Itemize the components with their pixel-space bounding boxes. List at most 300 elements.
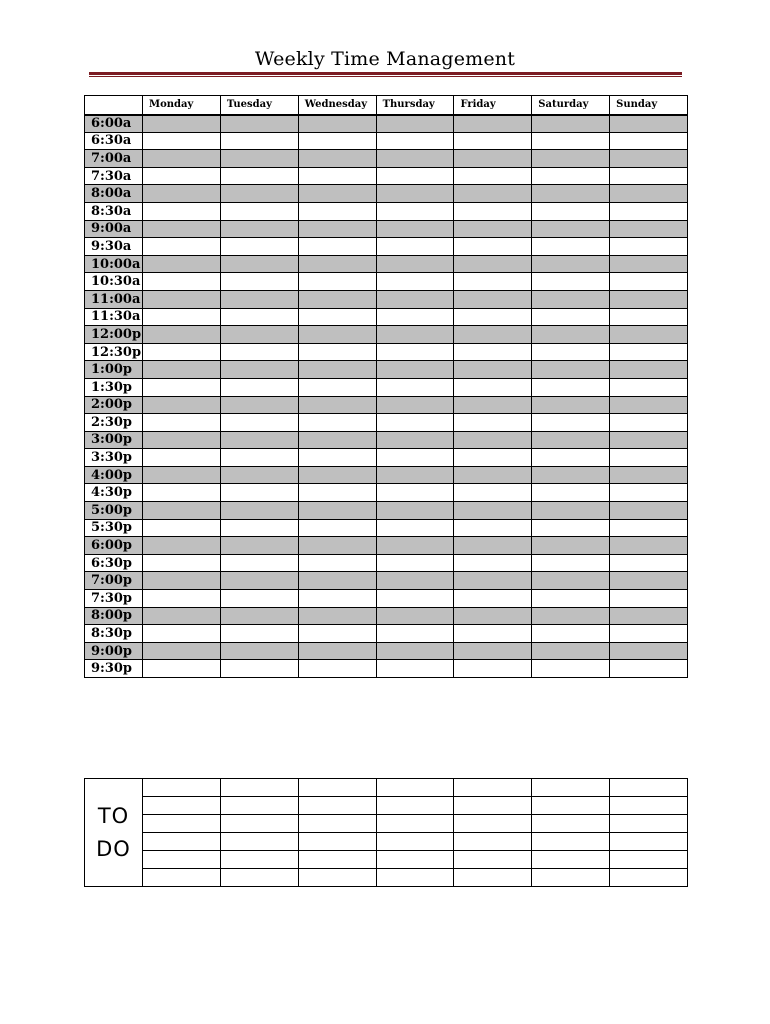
time-slot-label: 9:00p bbox=[85, 642, 143, 660]
todo-cell[interactable] bbox=[143, 851, 221, 869]
schedule-cell-sunday[interactable] bbox=[610, 361, 688, 379]
schedule-cell-tuesday[interactable] bbox=[220, 607, 298, 625]
schedule-cell-monday[interactable] bbox=[143, 519, 221, 537]
schedule-cell-monday[interactable] bbox=[143, 361, 221, 379]
schedule-cell-sunday[interactable] bbox=[610, 115, 688, 133]
time-slot-label: 8:30p bbox=[85, 625, 143, 643]
schedule-cell-thursday[interactable] bbox=[376, 642, 454, 660]
schedule-cell-sunday[interactable] bbox=[610, 150, 688, 168]
schedule-cell-saturday[interactable] bbox=[532, 361, 610, 379]
todo-cell[interactable] bbox=[298, 815, 376, 833]
schedule-cell-monday[interactable] bbox=[143, 642, 221, 660]
schedule-cell-friday[interactable] bbox=[454, 484, 532, 502]
schedule-cell-saturday[interactable] bbox=[532, 590, 610, 608]
schedule-cell-thursday[interactable] bbox=[376, 431, 454, 449]
schedule-cell-thursday[interactable] bbox=[376, 167, 454, 185]
schedule-cell-friday[interactable] bbox=[454, 519, 532, 537]
todo-cell[interactable] bbox=[220, 797, 298, 815]
schedule-cell-monday[interactable] bbox=[143, 625, 221, 643]
schedule-cell-tuesday[interactable] bbox=[220, 572, 298, 590]
schedule-cell-tuesday[interactable] bbox=[220, 519, 298, 537]
todo-cell[interactable] bbox=[298, 833, 376, 851]
day-header-wednesday: Wednesday bbox=[298, 96, 376, 115]
schedule-cell-tuesday[interactable] bbox=[220, 642, 298, 660]
schedule-cell-wednesday[interactable] bbox=[298, 326, 376, 344]
schedule-cell-wednesday[interactable] bbox=[298, 115, 376, 133]
schedule-row bbox=[85, 290, 688, 308]
schedule-cell-wednesday[interactable] bbox=[298, 150, 376, 168]
todo-cell[interactable] bbox=[298, 869, 376, 887]
schedule-cell-sunday[interactable] bbox=[610, 660, 688, 678]
schedule-cell-thursday[interactable] bbox=[376, 537, 454, 555]
schedule-cell-saturday[interactable] bbox=[532, 132, 610, 150]
schedule-cell-tuesday[interactable] bbox=[220, 167, 298, 185]
schedule-cell-sunday[interactable] bbox=[610, 343, 688, 361]
schedule-row bbox=[85, 185, 688, 203]
schedule-cell-wednesday[interactable] bbox=[298, 660, 376, 678]
schedule-cell-sunday[interactable] bbox=[610, 396, 688, 414]
schedule-cell-thursday[interactable] bbox=[376, 132, 454, 150]
schedule-cell-wednesday[interactable] bbox=[298, 185, 376, 203]
schedule-cell-sunday[interactable] bbox=[610, 625, 688, 643]
todo-cell[interactable] bbox=[220, 815, 298, 833]
schedule-cell-thursday[interactable] bbox=[376, 625, 454, 643]
schedule-cell-friday[interactable] bbox=[454, 308, 532, 326]
todo-cell[interactable] bbox=[610, 797, 688, 815]
schedule-row bbox=[85, 343, 688, 361]
schedule-cell-saturday[interactable] bbox=[532, 554, 610, 572]
todo-cell[interactable] bbox=[454, 869, 532, 887]
time-slot-label: 5:00p bbox=[85, 502, 143, 520]
schedule-cell-thursday[interactable] bbox=[376, 343, 454, 361]
schedule-cell-tuesday[interactable] bbox=[220, 449, 298, 467]
schedule-cell-friday[interactable] bbox=[454, 378, 532, 396]
schedule-cell-wednesday[interactable] bbox=[298, 167, 376, 185]
schedule-cell-monday[interactable] bbox=[143, 290, 221, 308]
schedule-cell-thursday[interactable] bbox=[376, 660, 454, 678]
schedule-cell-saturday[interactable] bbox=[532, 414, 610, 432]
schedule-cell-sunday[interactable] bbox=[610, 607, 688, 625]
todo-cell[interactable] bbox=[454, 851, 532, 869]
schedule-cell-wednesday[interactable] bbox=[298, 273, 376, 291]
todo-cell[interactable] bbox=[610, 833, 688, 851]
schedule-cell-saturday[interactable] bbox=[532, 290, 610, 308]
schedule-cell-friday[interactable] bbox=[454, 326, 532, 344]
schedule-cell-monday[interactable] bbox=[143, 607, 221, 625]
todo-cell[interactable] bbox=[610, 869, 688, 887]
schedule-cell-thursday[interactable] bbox=[376, 185, 454, 203]
schedule-cell-tuesday[interactable] bbox=[220, 361, 298, 379]
todo-cell[interactable] bbox=[220, 869, 298, 887]
schedule-cell-wednesday[interactable] bbox=[298, 343, 376, 361]
schedule-cell-saturday[interactable] bbox=[532, 396, 610, 414]
schedule-cell-monday[interactable] bbox=[143, 484, 221, 502]
schedule-cell-wednesday[interactable] bbox=[298, 484, 376, 502]
todo-cell[interactable] bbox=[298, 779, 376, 797]
schedule-cell-wednesday[interactable] bbox=[298, 414, 376, 432]
schedule-cell-friday[interactable] bbox=[454, 466, 532, 484]
time-slot-label: 7:30a bbox=[85, 167, 143, 185]
schedule-cell-wednesday[interactable] bbox=[298, 590, 376, 608]
schedule-cell-saturday[interactable] bbox=[532, 607, 610, 625]
schedule-cell-monday[interactable] bbox=[143, 660, 221, 678]
todo-cell[interactable] bbox=[532, 869, 610, 887]
schedule-cell-thursday[interactable] bbox=[376, 290, 454, 308]
schedule-cell-friday[interactable] bbox=[454, 502, 532, 520]
schedule-cell-monday[interactable] bbox=[143, 202, 221, 220]
schedule-cell-monday[interactable] bbox=[143, 167, 221, 185]
time-slot-label: 5:30p bbox=[85, 519, 143, 537]
schedule-cell-wednesday[interactable] bbox=[298, 466, 376, 484]
todo-cell[interactable] bbox=[532, 779, 610, 797]
schedule-cell-saturday[interactable] bbox=[532, 502, 610, 520]
schedule-cell-monday[interactable] bbox=[143, 502, 221, 520]
schedule-row bbox=[85, 361, 688, 379]
todo-cell[interactable] bbox=[376, 833, 454, 851]
schedule-cell-wednesday[interactable] bbox=[298, 378, 376, 396]
todo-label-line1: TO bbox=[97, 803, 130, 828]
schedule-cell-monday[interactable] bbox=[143, 590, 221, 608]
time-slot-label: 2:30p bbox=[85, 414, 143, 432]
schedule-cell-tuesday[interactable] bbox=[220, 202, 298, 220]
schedule-cell-friday[interactable] bbox=[454, 185, 532, 203]
schedule-cell-tuesday[interactable] bbox=[220, 185, 298, 203]
todo-cell[interactable] bbox=[610, 851, 688, 869]
schedule-cell-monday[interactable] bbox=[143, 150, 221, 168]
schedule-cell-friday[interactable] bbox=[454, 167, 532, 185]
todo-cell[interactable] bbox=[532, 851, 610, 869]
schedule-cell-sunday[interactable] bbox=[610, 255, 688, 273]
schedule-cell-friday[interactable] bbox=[454, 343, 532, 361]
schedule-cell-friday[interactable] bbox=[454, 220, 532, 238]
schedule-cell-saturday[interactable] bbox=[532, 202, 610, 220]
schedule-cell-monday[interactable] bbox=[143, 115, 221, 133]
time-slot-label: 7:30p bbox=[85, 590, 143, 608]
schedule-cell-tuesday[interactable] bbox=[220, 414, 298, 432]
schedule-cell-tuesday[interactable] bbox=[220, 484, 298, 502]
schedule-cell-monday[interactable] bbox=[143, 132, 221, 150]
schedule-cell-wednesday[interactable] bbox=[298, 572, 376, 590]
schedule-cell-wednesday[interactable] bbox=[298, 308, 376, 326]
schedule-cell-monday[interactable] bbox=[143, 537, 221, 555]
schedule-cell-thursday[interactable] bbox=[376, 484, 454, 502]
schedule-cell-saturday[interactable] bbox=[532, 431, 610, 449]
schedule-cell-tuesday[interactable] bbox=[220, 378, 298, 396]
schedule-cell-thursday[interactable] bbox=[376, 255, 454, 273]
schedule-cell-monday[interactable] bbox=[143, 273, 221, 291]
schedule-cell-friday[interactable] bbox=[454, 273, 532, 291]
schedule-cell-saturday[interactable] bbox=[532, 326, 610, 344]
todo-cell[interactable] bbox=[298, 851, 376, 869]
schedule-cell-monday[interactable] bbox=[143, 220, 221, 238]
schedule-cell-friday[interactable] bbox=[454, 660, 532, 678]
schedule-cell-saturday[interactable] bbox=[532, 185, 610, 203]
schedule-cell-sunday[interactable] bbox=[610, 484, 688, 502]
todo-label-line2: DO bbox=[96, 836, 131, 861]
schedule-cell-sunday[interactable] bbox=[610, 238, 688, 256]
schedule-cell-friday[interactable] bbox=[454, 431, 532, 449]
schedule-cell-thursday[interactable] bbox=[376, 238, 454, 256]
schedule-cell-thursday[interactable] bbox=[376, 607, 454, 625]
schedule-cell-saturday[interactable] bbox=[532, 167, 610, 185]
schedule-cell-saturday[interactable] bbox=[532, 150, 610, 168]
schedule-cell-wednesday[interactable] bbox=[298, 642, 376, 660]
schedule-cell-sunday[interactable] bbox=[610, 378, 688, 396]
schedule-row bbox=[85, 484, 688, 502]
schedule-cell-saturday[interactable] bbox=[532, 572, 610, 590]
schedule-cell-friday[interactable] bbox=[454, 572, 532, 590]
schedule-cell-monday[interactable] bbox=[143, 308, 221, 326]
schedule-cell-friday[interactable] bbox=[454, 396, 532, 414]
schedule-cell-saturday[interactable] bbox=[532, 378, 610, 396]
time-slot-label: 3:00p bbox=[85, 431, 143, 449]
schedule-cell-sunday[interactable] bbox=[610, 414, 688, 432]
todo-cell[interactable] bbox=[532, 833, 610, 851]
schedule-cell-sunday[interactable] bbox=[610, 590, 688, 608]
title-rule-thin bbox=[89, 76, 682, 77]
schedule-cell-tuesday[interactable] bbox=[220, 590, 298, 608]
header-corner-cell bbox=[85, 96, 143, 115]
schedule-cell-tuesday[interactable] bbox=[220, 308, 298, 326]
schedule-cell-monday[interactable] bbox=[143, 185, 221, 203]
time-slot-label: 2:00p bbox=[85, 396, 143, 414]
todo-cell[interactable] bbox=[220, 779, 298, 797]
todo-cell[interactable] bbox=[454, 815, 532, 833]
schedule-cell-thursday[interactable] bbox=[376, 220, 454, 238]
schedule-cell-monday[interactable] bbox=[143, 378, 221, 396]
schedule-cell-wednesday[interactable] bbox=[298, 361, 376, 379]
schedule-cell-tuesday[interactable] bbox=[220, 132, 298, 150]
todo-cell[interactable] bbox=[610, 815, 688, 833]
time-slot-label: 7:00a bbox=[85, 150, 143, 168]
time-slot-label: 6:30a bbox=[85, 132, 143, 150]
schedule-cell-saturday[interactable] bbox=[532, 519, 610, 537]
schedule-cell-thursday[interactable] bbox=[376, 150, 454, 168]
schedule-row bbox=[85, 590, 688, 608]
schedule-cell-wednesday[interactable] bbox=[298, 396, 376, 414]
schedule-cell-monday[interactable] bbox=[143, 466, 221, 484]
schedule-cell-saturday[interactable] bbox=[532, 660, 610, 678]
todo-cell[interactable] bbox=[376, 797, 454, 815]
schedule-cell-friday[interactable] bbox=[454, 642, 532, 660]
schedule-cell-thursday[interactable] bbox=[376, 502, 454, 520]
schedule-cell-wednesday[interactable] bbox=[298, 537, 376, 555]
schedule-cell-wednesday[interactable] bbox=[298, 220, 376, 238]
schedule-cell-sunday[interactable] bbox=[610, 642, 688, 660]
schedule-cell-monday[interactable] bbox=[143, 554, 221, 572]
schedule-cell-sunday[interactable] bbox=[610, 290, 688, 308]
schedule-row bbox=[85, 202, 688, 220]
schedule-cell-thursday[interactable] bbox=[376, 326, 454, 344]
schedule-cell-tuesday[interactable] bbox=[220, 660, 298, 678]
schedule-cell-wednesday[interactable] bbox=[298, 449, 376, 467]
schedule-cell-sunday[interactable] bbox=[610, 537, 688, 555]
schedule-cell-monday[interactable] bbox=[143, 255, 221, 273]
schedule-cell-thursday[interactable] bbox=[376, 361, 454, 379]
schedule-cell-saturday[interactable] bbox=[532, 642, 610, 660]
schedule-cell-friday[interactable] bbox=[454, 290, 532, 308]
schedule-cell-wednesday[interactable] bbox=[298, 625, 376, 643]
schedule-cell-monday[interactable] bbox=[143, 238, 221, 256]
schedule-cell-saturday[interactable] bbox=[532, 273, 610, 291]
schedule-cell-saturday[interactable] bbox=[532, 466, 610, 484]
schedule-cell-tuesday[interactable] bbox=[220, 273, 298, 291]
time-slot-label: 4:30p bbox=[85, 484, 143, 502]
schedule-cell-tuesday[interactable] bbox=[220, 255, 298, 273]
schedule-cell-friday[interactable] bbox=[454, 554, 532, 572]
todo-cell[interactable] bbox=[143, 833, 221, 851]
todo-cell[interactable] bbox=[454, 779, 532, 797]
schedule-cell-tuesday[interactable] bbox=[220, 502, 298, 520]
todo-cell[interactable] bbox=[376, 779, 454, 797]
schedule-cell-monday[interactable] bbox=[143, 326, 221, 344]
schedule-cell-thursday[interactable] bbox=[376, 466, 454, 484]
schedule-cell-saturday[interactable] bbox=[532, 537, 610, 555]
schedule-cell-monday[interactable] bbox=[143, 343, 221, 361]
todo-cell[interactable] bbox=[532, 797, 610, 815]
schedule-row bbox=[85, 431, 688, 449]
schedule-cell-sunday[interactable] bbox=[610, 554, 688, 572]
schedule-cell-tuesday[interactable] bbox=[220, 290, 298, 308]
schedule-cell-saturday[interactable] bbox=[532, 343, 610, 361]
schedule-cell-wednesday[interactable] bbox=[298, 502, 376, 520]
schedule-cell-friday[interactable] bbox=[454, 590, 532, 608]
schedule-cell-thursday[interactable] bbox=[376, 378, 454, 396]
schedule-cell-thursday[interactable] bbox=[376, 590, 454, 608]
schedule-cell-saturday[interactable] bbox=[532, 449, 610, 467]
schedule-cell-monday[interactable] bbox=[143, 431, 221, 449]
schedule-cell-friday[interactable] bbox=[454, 150, 532, 168]
schedule-cell-saturday[interactable] bbox=[532, 308, 610, 326]
schedule-cell-friday[interactable] bbox=[454, 449, 532, 467]
schedule-cell-friday[interactable] bbox=[454, 255, 532, 273]
schedule-cell-saturday[interactable] bbox=[532, 484, 610, 502]
schedule-cell-sunday[interactable] bbox=[610, 132, 688, 150]
schedule-cell-friday[interactable] bbox=[454, 625, 532, 643]
todo-cell[interactable] bbox=[220, 833, 298, 851]
todo-cell[interactable] bbox=[220, 851, 298, 869]
schedule-row bbox=[85, 642, 688, 660]
todo-cell[interactable] bbox=[143, 869, 221, 887]
todo-cell[interactable] bbox=[454, 833, 532, 851]
schedule-cell-friday[interactable] bbox=[454, 607, 532, 625]
schedule-cell-wednesday[interactable] bbox=[298, 202, 376, 220]
todo-cell[interactable] bbox=[143, 815, 221, 833]
todo-cell[interactable] bbox=[610, 779, 688, 797]
schedule-row bbox=[85, 660, 688, 678]
schedule-cell-sunday[interactable] bbox=[610, 273, 688, 291]
schedule-cell-sunday[interactable] bbox=[610, 431, 688, 449]
schedule-cell-sunday[interactable] bbox=[610, 502, 688, 520]
schedule-cell-wednesday[interactable] bbox=[298, 132, 376, 150]
todo-row bbox=[85, 869, 688, 887]
schedule-row bbox=[85, 326, 688, 344]
schedule-cell-monday[interactable] bbox=[143, 414, 221, 432]
schedule-cell-tuesday[interactable] bbox=[220, 326, 298, 344]
time-slot-label: 8:30a bbox=[85, 202, 143, 220]
schedule-cell-friday[interactable] bbox=[454, 202, 532, 220]
schedule-cell-thursday[interactable] bbox=[376, 396, 454, 414]
schedule-cell-thursday[interactable] bbox=[376, 115, 454, 133]
schedule-cell-sunday[interactable] bbox=[610, 449, 688, 467]
schedule-cell-wednesday[interactable] bbox=[298, 607, 376, 625]
schedule-cell-tuesday[interactable] bbox=[220, 466, 298, 484]
schedule-cell-tuesday[interactable] bbox=[220, 238, 298, 256]
schedule-cell-friday[interactable] bbox=[454, 132, 532, 150]
schedule-cell-wednesday[interactable] bbox=[298, 238, 376, 256]
schedule-cell-friday[interactable] bbox=[454, 361, 532, 379]
schedule-cell-saturday[interactable] bbox=[532, 115, 610, 133]
schedule-cell-sunday[interactable] bbox=[610, 572, 688, 590]
schedule-cell-tuesday[interactable] bbox=[220, 625, 298, 643]
schedule-cell-monday[interactable] bbox=[143, 396, 221, 414]
time-slot-label: 9:30p bbox=[85, 660, 143, 678]
schedule-cell-tuesday[interactable] bbox=[220, 537, 298, 555]
schedule-cell-thursday[interactable] bbox=[376, 414, 454, 432]
todo-cell[interactable] bbox=[376, 815, 454, 833]
schedule-cell-friday[interactable] bbox=[454, 115, 532, 133]
schedule-cell-tuesday[interactable] bbox=[220, 431, 298, 449]
schedule-cell-thursday[interactable] bbox=[376, 519, 454, 537]
schedule-cell-monday[interactable] bbox=[143, 449, 221, 467]
todo-row bbox=[85, 815, 688, 833]
schedule-cell-tuesday[interactable] bbox=[220, 150, 298, 168]
schedule-cell-sunday[interactable] bbox=[610, 167, 688, 185]
todo-cell[interactable] bbox=[454, 797, 532, 815]
schedule-cell-friday[interactable] bbox=[454, 238, 532, 256]
schedule-cell-tuesday[interactable] bbox=[220, 220, 298, 238]
schedule-cell-thursday[interactable] bbox=[376, 572, 454, 590]
schedule-cell-sunday[interactable] bbox=[610, 202, 688, 220]
schedule-cell-thursday[interactable] bbox=[376, 554, 454, 572]
schedule-cell-sunday[interactable] bbox=[610, 185, 688, 203]
todo-cell[interactable] bbox=[143, 779, 221, 797]
todo-cell[interactable] bbox=[143, 797, 221, 815]
todo-cell[interactable] bbox=[376, 851, 454, 869]
schedule-cell-tuesday[interactable] bbox=[220, 554, 298, 572]
schedule-cell-sunday[interactable] bbox=[610, 308, 688, 326]
schedule-cell-sunday[interactable] bbox=[610, 326, 688, 344]
schedule-cell-thursday[interactable] bbox=[376, 308, 454, 326]
schedule-cell-wednesday[interactable] bbox=[298, 255, 376, 273]
schedule-cell-saturday[interactable] bbox=[532, 625, 610, 643]
schedule-cell-wednesday[interactable] bbox=[298, 519, 376, 537]
todo-cell[interactable] bbox=[298, 797, 376, 815]
schedule-cell-sunday[interactable] bbox=[610, 519, 688, 537]
time-slot-label: 1:30p bbox=[85, 378, 143, 396]
schedule-cell-saturday[interactable] bbox=[532, 220, 610, 238]
schedule-cell-thursday[interactable] bbox=[376, 449, 454, 467]
schedule-cell-sunday[interactable] bbox=[610, 220, 688, 238]
schedule-cell-tuesday[interactable] bbox=[220, 115, 298, 133]
schedule-cell-saturday[interactable] bbox=[532, 255, 610, 273]
schedule-cell-wednesday[interactable] bbox=[298, 431, 376, 449]
todo-cell[interactable] bbox=[376, 869, 454, 887]
schedule-cell-monday[interactable] bbox=[143, 572, 221, 590]
schedule-cell-tuesday[interactable] bbox=[220, 396, 298, 414]
schedule-cell-thursday[interactable] bbox=[376, 202, 454, 220]
schedule-cell-thursday[interactable] bbox=[376, 273, 454, 291]
schedule-cell-tuesday[interactable] bbox=[220, 343, 298, 361]
schedule-cell-saturday[interactable] bbox=[532, 238, 610, 256]
schedule-cell-sunday[interactable] bbox=[610, 466, 688, 484]
schedule-cell-friday[interactable] bbox=[454, 414, 532, 432]
schedule-cell-wednesday[interactable] bbox=[298, 290, 376, 308]
schedule-cell-wednesday[interactable] bbox=[298, 554, 376, 572]
schedule-cell-friday[interactable] bbox=[454, 537, 532, 555]
todo-row bbox=[85, 833, 688, 851]
todo-cell[interactable] bbox=[532, 815, 610, 833]
